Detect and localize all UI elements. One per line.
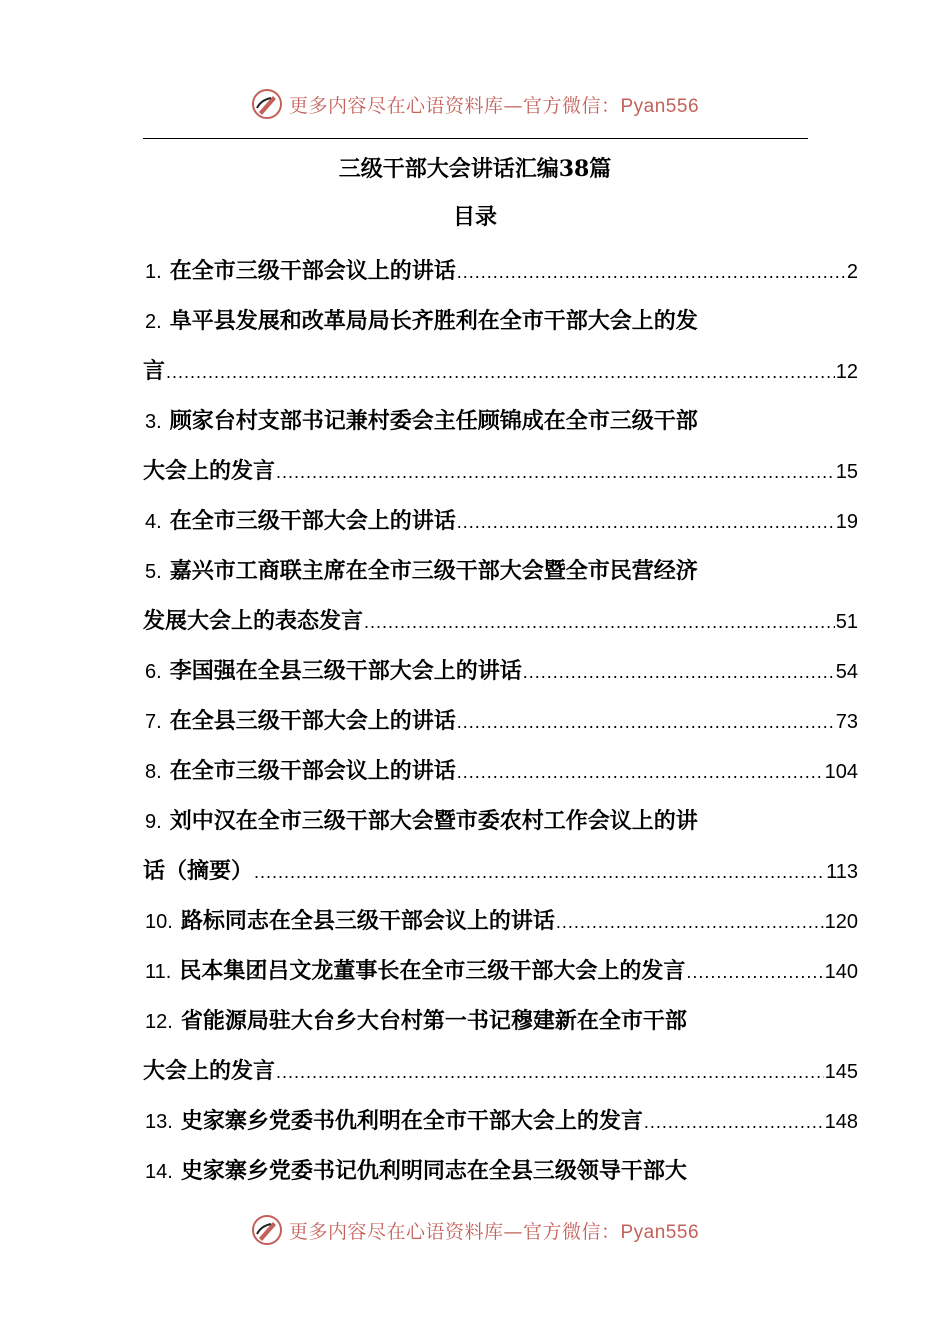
toc-page-number: 54 — [835, 661, 858, 683]
dot-leader — [276, 447, 835, 496]
pen-logo-icon — [251, 1214, 283, 1246]
dot-leader — [457, 497, 835, 546]
dot-leader — [556, 897, 824, 946]
toc-entry[interactable] — [143, 1046, 858, 1096]
toc-entry-number: 9. — [145, 811, 162, 833]
toc-entry[interactable] — [143, 896, 858, 946]
toc-entry[interactable] — [143, 446, 858, 496]
toc-entry[interactable] — [143, 596, 858, 646]
toc-entry-title: 路标同志在全县三级干部会议上的讲话 — [180, 908, 555, 934]
toc-entry[interactable] — [143, 646, 858, 696]
toc-entry-title: 在全市三级干部大会上的讲话 — [169, 508, 456, 534]
toc-entry-title: 史家寨乡党委书记仇利明同志在全县三级领导干部大 — [180, 1158, 687, 1184]
toc-entry-number: 5. — [145, 561, 162, 583]
toc-entry[interactable] — [143, 1096, 858, 1146]
toc-entry-title: 言 — [143, 358, 166, 384]
toc-entry[interactable] — [143, 346, 858, 396]
toc-page-number: 104 — [824, 761, 858, 783]
document-title: 三级干部大会讲话汇编38篇 — [338, 156, 612, 182]
toc-entry-line[interactable] — [143, 796, 808, 846]
toc-entry-number: 2. — [145, 311, 162, 333]
toc-entry-number: 3. — [145, 411, 162, 433]
toc-entry-title: 刘中汉在全市三级干部大会暨市委农村工作会议上的讲 — [169, 808, 698, 834]
toc-entry-line[interactable] — [143, 1146, 808, 1196]
toc-entry-title: 在全市三级干部会议上的讲话 — [169, 758, 456, 784]
dot-leader — [523, 647, 835, 696]
toc-entry-title: 顾家台村支部书记兼村委会主任顾锦成在全市三级干部 — [169, 408, 698, 434]
dot-leader — [254, 847, 825, 896]
toc-entry-line[interactable] — [143, 296, 808, 346]
toc-entry[interactable] — [143, 496, 858, 546]
toc-entry[interactable] — [143, 696, 858, 746]
toc-page-number: 19 — [835, 511, 858, 533]
pen-logo-icon — [251, 88, 283, 120]
dot-leader — [644, 1097, 824, 1146]
table-of-contents — [143, 246, 858, 1196]
toc-entry-number: 6. — [145, 661, 162, 683]
toc-entry-title: 阜平县发展和改革局局长齐胜利在全市干部大会上的发 — [169, 308, 698, 334]
toc-entry[interactable] — [143, 946, 858, 996]
toc-entry-line[interactable] — [143, 996, 808, 1046]
toc-entry-title: 嘉兴市工商联主席在全市三级干部大会暨全市民营经济 — [169, 558, 698, 584]
toc-entry-title: 大会上的发言 — [143, 458, 276, 484]
toc-entry-number: 12. — [145, 1011, 173, 1033]
toc-entry-number: 8. — [145, 761, 162, 783]
toc-entry-title: 在全市三级干部会议上的讲话 — [169, 258, 456, 284]
header-rule — [143, 138, 808, 139]
dot-leader — [457, 747, 824, 796]
dot-leader — [457, 247, 846, 296]
toc-entry[interactable] — [143, 246, 858, 296]
dot-leader — [276, 1047, 824, 1096]
toc-entry-title: 史家寨乡党委书仇利明在全市干部大会上的发言 — [180, 1108, 643, 1134]
watermark-text: 更多内容尽在心语资料库—官方微信：Pyan556 — [288, 94, 700, 117]
toc-entry-number: 7. — [145, 711, 162, 733]
toc-entry-title: 省能源局驻大台乡大台村第一书记穆建新在全市干部 — [180, 1008, 687, 1034]
toc-heading: 目录 — [452, 204, 497, 230]
dot-leader — [364, 597, 835, 646]
toc-entry-title: 大会上的发言 — [143, 1058, 276, 1084]
toc-entry-title: 在全县三级干部大会上的讲话 — [169, 708, 456, 734]
toc-entry-title: 李国强在全县三级干部大会上的讲话 — [169, 658, 522, 684]
toc-page-number: 140 — [824, 961, 858, 983]
toc-entry-number: 1. — [145, 261, 162, 283]
toc-entry[interactable] — [143, 746, 858, 796]
toc-page-number: 2 — [846, 261, 858, 283]
toc-entry-title: 发展大会上的表态发言 — [143, 608, 364, 634]
toc-page-number: 113 — [826, 861, 858, 883]
toc-entry-line[interactable] — [143, 546, 808, 596]
toc-page-number: 148 — [824, 1111, 858, 1133]
toc-entry-number: 14. — [145, 1161, 173, 1183]
watermark-banner-top — [0, 84, 950, 124]
toc-entry-number: 11. — [145, 961, 172, 983]
toc-page-number: 120 — [824, 911, 858, 933]
toc-page-number: 73 — [835, 711, 858, 733]
watermark-banner-bottom — [0, 1210, 950, 1250]
toc-entry[interactable] — [143, 846, 858, 896]
toc-page-number: 51 — [835, 611, 858, 633]
dot-leader — [457, 697, 835, 746]
toc-entry-title: 民本集团吕文龙董事长在全市三级干部大会上的发言 — [179, 958, 686, 984]
toc-entry-number: 4. — [145, 511, 162, 533]
watermark-text: 更多内容尽在心语资料库—官方微信：Pyan556 — [288, 1220, 700, 1243]
toc-page-number: 12 — [835, 361, 858, 383]
toc-page-number: 15 — [835, 461, 858, 483]
dot-leader — [686, 947, 823, 996]
toc-page-number: 145 — [824, 1061, 858, 1083]
toc-entry-title: 话（摘要） — [143, 858, 254, 884]
toc-entry-line[interactable] — [143, 396, 808, 446]
toc-entry-number: 13. — [145, 1111, 173, 1133]
toc-entry-number: 10. — [145, 911, 173, 933]
dot-leader — [166, 347, 835, 396]
